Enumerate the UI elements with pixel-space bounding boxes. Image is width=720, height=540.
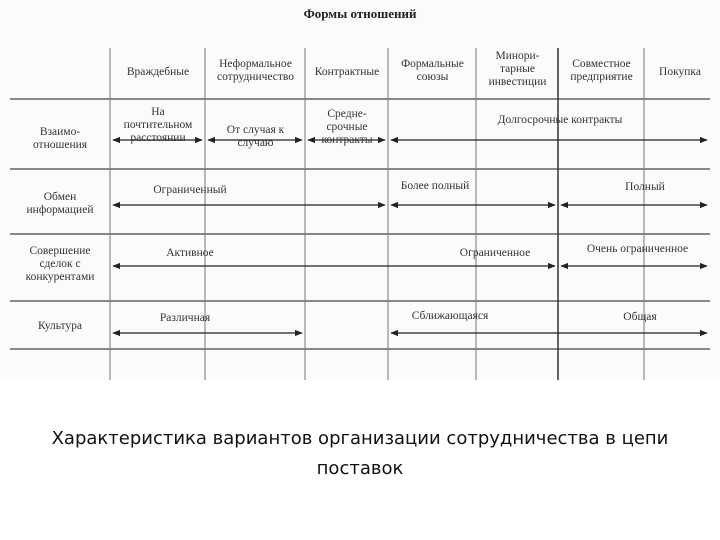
column-header-formal-alliances: Формальные союзы (401, 58, 464, 83)
row-label-relations: Взаимо- отношения (32, 126, 88, 151)
column-header-contract: Контрактные (314, 66, 380, 78)
column-header-minority-investments: Минори- тарные инвестиции (488, 50, 547, 88)
column-header-hostile: Враждебные (126, 66, 190, 78)
figure-caption: Характеристика вариантов организации сотрудничества в цепи поставок (51, 428, 669, 479)
cell-info-limited: Ограниченный (153, 184, 227, 196)
cell-info-fuller: Более полный (400, 180, 470, 192)
cell-info-full: Полный (625, 181, 665, 193)
figure-title: Формы отношений (303, 6, 417, 21)
row-label-information-exchange: Обмен информацией (26, 191, 94, 216)
cell-rel-medium-term: Средне- срочные контракты (321, 108, 373, 146)
cell-deal-active: Активное (166, 247, 214, 259)
cell-deal-limited: Ограниченное (459, 247, 531, 259)
cell-rel-case-by-case: От случая к случаю (226, 124, 285, 149)
cell-rel-long-term: Долгосрочные контракты (497, 114, 623, 126)
cell-rel-distance: На почтительном расстоянии (123, 106, 193, 144)
row-label-deals-with-competitors: Совершение сделок с конкурентами (25, 245, 95, 283)
row-label-culture: Культура (37, 320, 83, 332)
cell-cult-different: Различная (159, 312, 211, 324)
column-header-purchase: Покупка (659, 66, 701, 78)
cell-cult-common: Общая (623, 311, 657, 323)
cell-deal-very-limited: Очень ограниченное (586, 243, 689, 255)
column-header-joint-venture: Совместное предприятие (570, 58, 633, 83)
cell-cult-converging: Сближающаяся (411, 310, 489, 322)
column-header-informal: Неформальное сотрудничество (216, 58, 295, 83)
